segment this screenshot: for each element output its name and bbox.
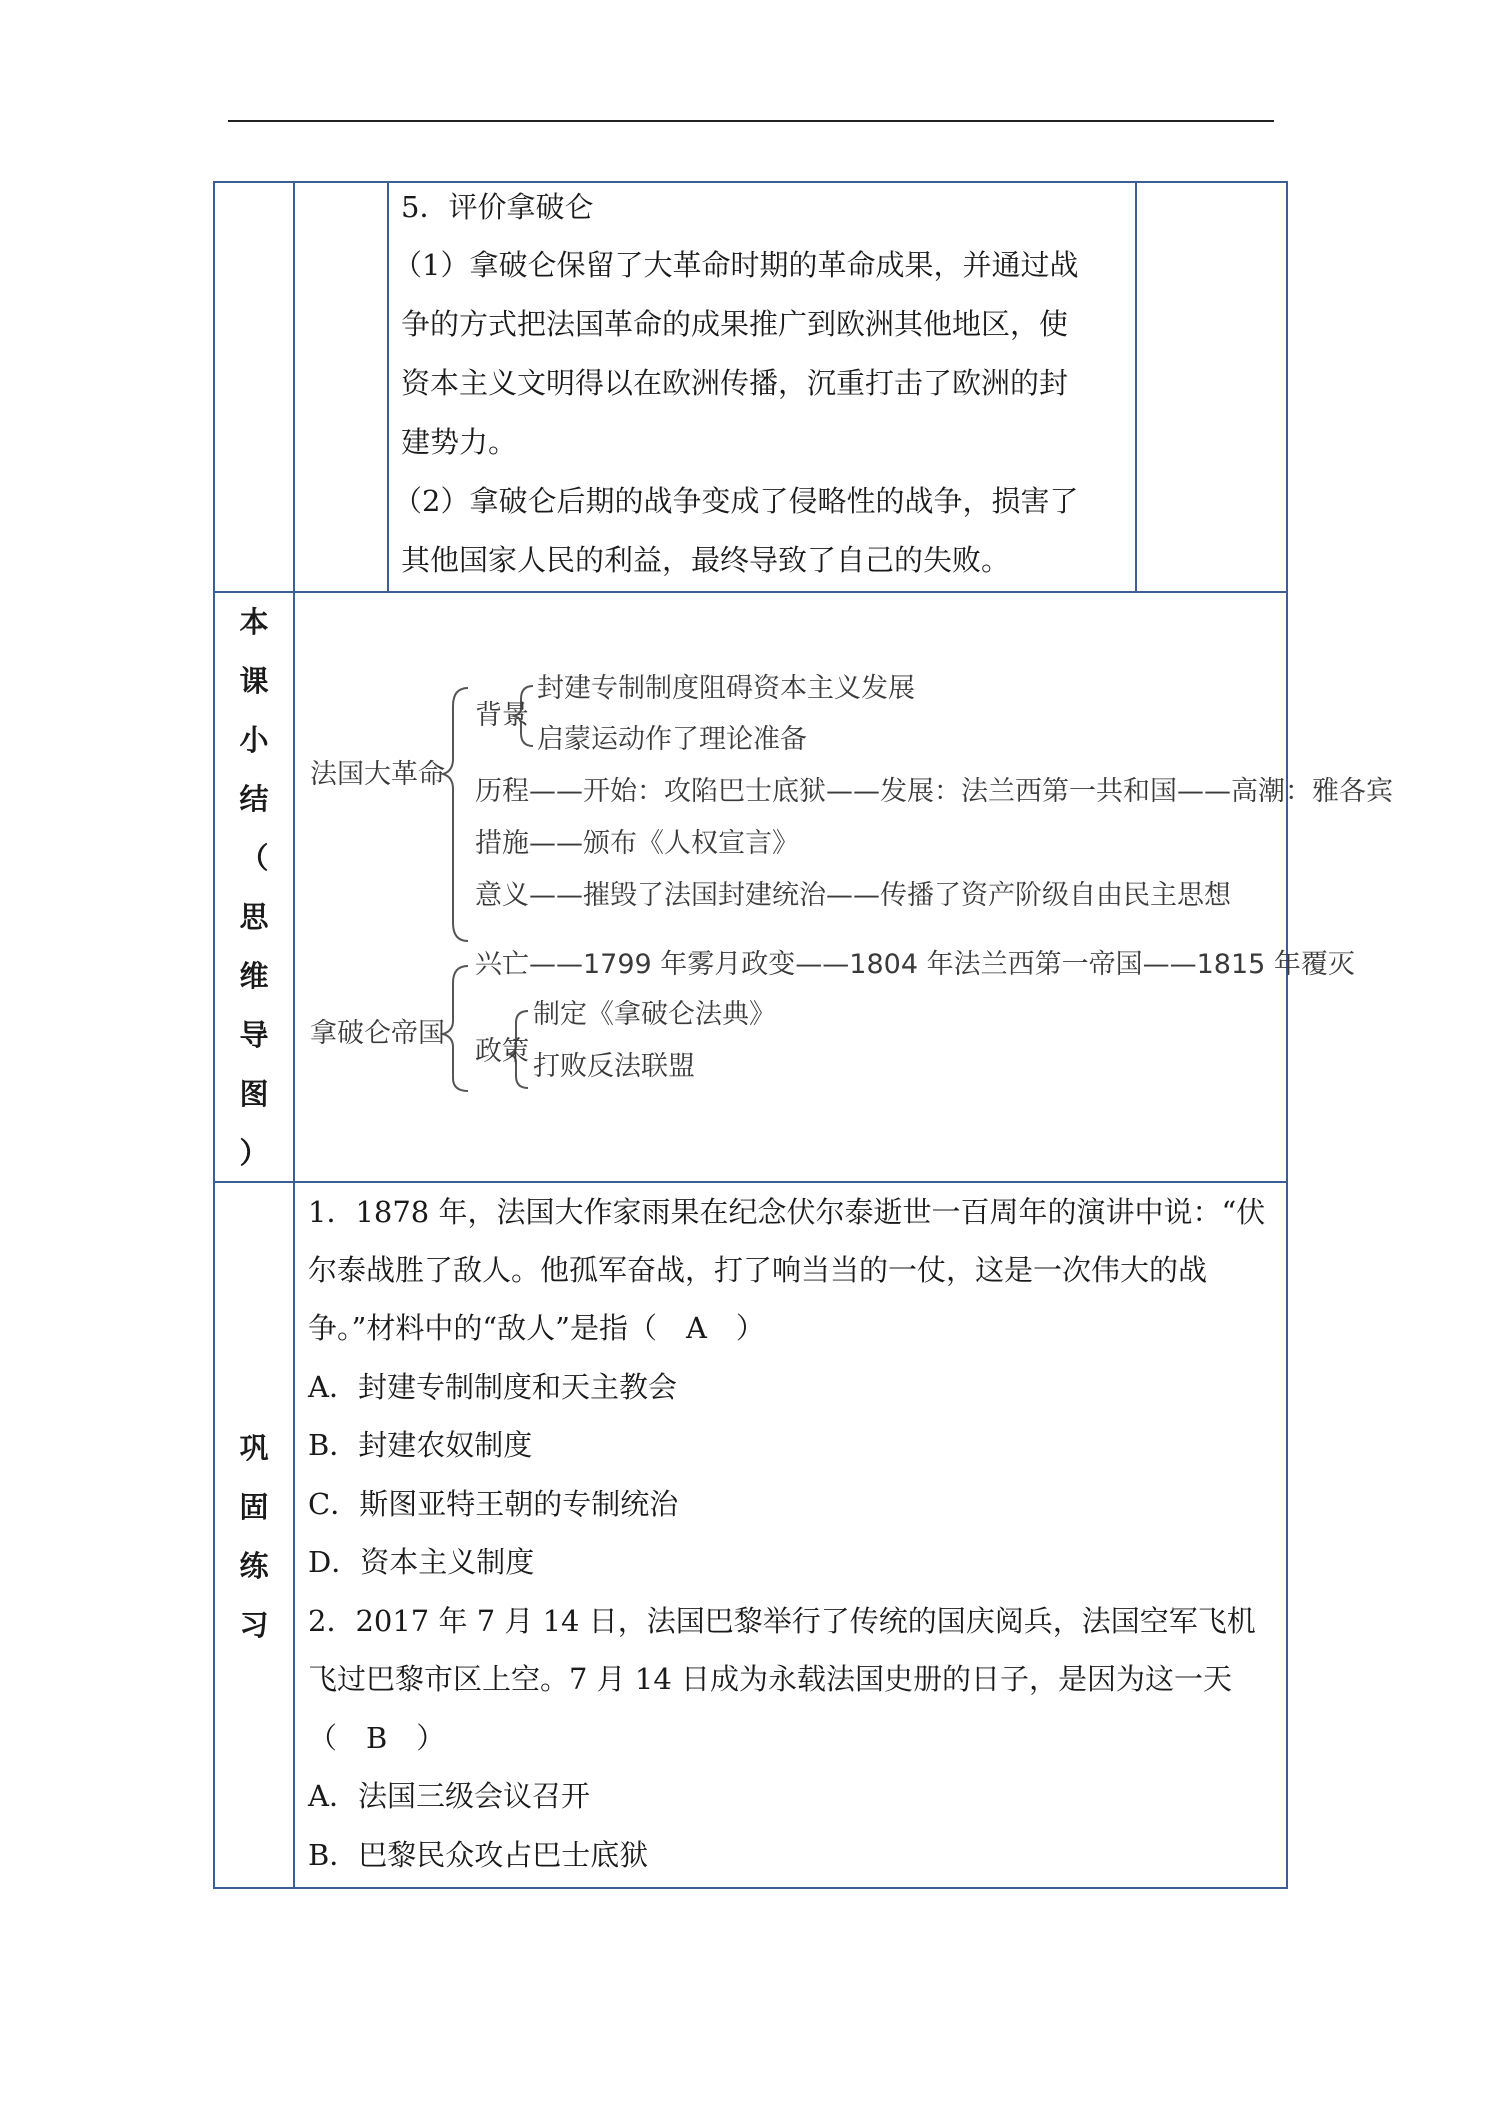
- practice-char: 固: [239, 1490, 269, 1524]
- mm-bg1: 封建专制制度阻碍资本主义发展: [537, 673, 915, 704]
- mm-policy-1: 制定《拿破仑法典》: [533, 999, 776, 1030]
- practice-line: 尔泰战胜了敌人。他孤军奋战，打了响当当的一仗，这是一次伟大的战: [308, 1253, 1208, 1287]
- table-border-bottom: [213, 1887, 1288, 1889]
- summary-char: 导: [239, 1018, 269, 1052]
- table-border-top: [213, 181, 1288, 183]
- practice-line: 飞过巴黎市区上空。7 月 14 日成为永载法国史册的日子，是因为这一天: [308, 1662, 1233, 1696]
- summary-char: 课: [239, 664, 269, 698]
- mm-significance: 意义——摧毁了法国封建统治——传播了资产阶级自由民主思想: [475, 880, 1231, 911]
- practice-line: C．斯图亚特王朝的专制统治: [308, 1487, 679, 1521]
- napoleon-line-4: 建势力。: [401, 425, 518, 459]
- napoleon-line-2: 争的方式把法国革命的成果推广到欧洲其他地区，使: [401, 307, 1069, 341]
- mm-process: 历程——开始：攻陷巴士底狱——发展：法兰西第一共和国——高潮：雅各宾: [475, 776, 1393, 807]
- summary-char: ）: [239, 1136, 269, 1170]
- summary-char: 思: [239, 900, 269, 934]
- mm-measures: 措施——颁布《人权宣言》: [475, 828, 799, 859]
- napoleon-line-3: 资本主义文明得以在欧洲传播，沉重打击了欧洲的封: [401, 366, 1069, 400]
- practice-line: D．资本主义制度: [308, 1545, 535, 1579]
- practice-line: 1．1878 年，法国大作家雨果在纪念伏尔泰逝世一百周年的演讲中说：“伏: [308, 1195, 1266, 1229]
- practice-line: （ B ）: [308, 1721, 446, 1755]
- napoleon-line-6: 其他国家人民的利益，最终导致了自己的失败。: [401, 543, 1011, 577]
- practice-line: 2．2017 年 7 月 14 日，法国巴黎举行了传统的国庆阅兵，法国空军飞机: [308, 1604, 1256, 1638]
- summary-char: 维: [239, 959, 269, 993]
- practice-line: B．巴黎民众攻占巴士底狱: [308, 1838, 649, 1872]
- summary-char: 小: [239, 723, 269, 757]
- practice-line: A．封建专制制度和天主教会: [308, 1370, 677, 1404]
- mm-policy-2: 打败反法联盟: [533, 1051, 695, 1082]
- practice-label: [215, 1419, 293, 1655]
- inner-cell-left: [387, 181, 389, 593]
- mm-rise: 兴亡——1799 年雾月政变——1804 年法兰西第一帝国——1815 年覆灭: [475, 949, 1355, 980]
- lesson-table: [213, 181, 1393, 1889]
- summary-char: 图: [239, 1077, 269, 1111]
- header-rule: [228, 120, 1274, 122]
- inner-cell-right: [1135, 181, 1137, 593]
- mm-policy: 政策: [475, 1036, 529, 1067]
- practice-char: 巩: [239, 1431, 269, 1465]
- practice-line: 争。”材料中的“敌人”是指（ A ）: [308, 1311, 765, 1345]
- summary-char: 本: [239, 605, 269, 639]
- mm-revolution: 法国大革命: [310, 759, 445, 790]
- practice-line: B．封建农奴制度: [308, 1428, 533, 1462]
- mm-bg2: 启蒙运动作了理论准备: [537, 724, 807, 755]
- mm-background: 背景: [475, 700, 529, 731]
- practice-line: A．法国三级会议召开: [308, 1779, 590, 1813]
- napoleon-line-1: （1）拿破仑保留了大革命时期的革命成果，并通过战: [393, 248, 1079, 282]
- practice-char: 练: [239, 1549, 269, 1583]
- practice-char: 习: [239, 1608, 269, 1642]
- summary-char: 结: [239, 782, 269, 816]
- summary-label: [215, 593, 293, 1183]
- mm-empire: 拿破仑帝国: [310, 1018, 445, 1049]
- summary-char: （: [239, 841, 269, 875]
- napoleon-heading: 5．评价拿破仑: [401, 190, 594, 224]
- napoleon-line-5: （2）拿破仑后期的战争变成了侵略性的战争，损害了: [393, 484, 1079, 518]
